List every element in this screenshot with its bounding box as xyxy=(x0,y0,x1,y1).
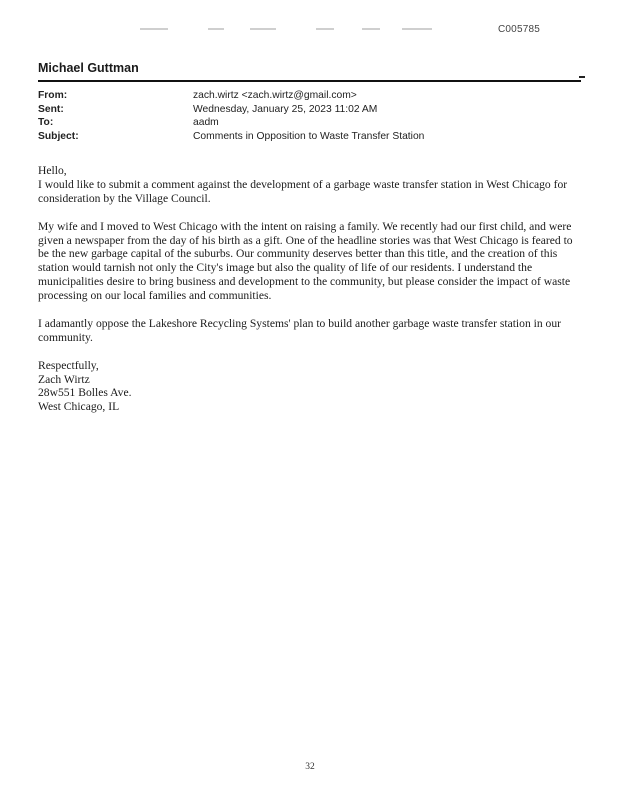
scan-mark xyxy=(579,76,585,78)
spacer xyxy=(38,303,578,317)
subject-label: Subject: xyxy=(38,130,79,142)
header-from xyxy=(38,89,578,103)
closing: Respectfully, xyxy=(38,358,99,372)
paragraph-1: I would like to submit a comment against the development of a garbage waste transfer station in West Chicago for consideration by the Village Council. xyxy=(38,177,568,205)
to-value: aadm xyxy=(193,117,219,128)
address-line-1: 28w551 Bolles Ave. xyxy=(38,386,132,400)
header-subject xyxy=(38,130,578,144)
paragraph-2: My wife and I moved to West Chicago with the intent on raising a family. We recently had our first child, and were given a newspaper from the day of his birth as a gift. One of the headline stories was that West Chicago is feared to be the new garbage capital of the suburbs. Our community deserves better than this title, and the creation of this station would tarnish not only the City's image but also the quality of life of our residents. I understand the municipalities desire to bring business and development to the community, but please consider the impact of waste processing on our local families and communities. xyxy=(38,219,573,303)
sent-label: Sent: xyxy=(38,103,64,115)
paragraph-3: I adamantly oppose the Lakeshore Recycling Systems' plan to build another garbage waste transfer station in our community. xyxy=(38,316,562,344)
greeting: Hello, xyxy=(38,164,67,177)
sent-value: Wednesday, January 25, 2023 11:02 AM xyxy=(193,103,378,115)
spacer xyxy=(38,206,578,220)
mailbox-owner-name: Michael Guttman xyxy=(38,61,139,75)
from-label: From: xyxy=(38,90,68,101)
to-label: To: xyxy=(38,117,54,128)
email-headers xyxy=(38,89,578,143)
from-value: zach.wirtz <zach.wirtz@gmail.com> xyxy=(193,90,357,101)
bates-number: C005785 xyxy=(498,24,540,35)
header-divider xyxy=(38,80,581,82)
email-body xyxy=(38,164,578,414)
subject-value: Comments in Opposition to Waste Transfer Station xyxy=(193,130,425,142)
spacer xyxy=(38,345,578,359)
page-number: 32 xyxy=(305,762,315,772)
header-sent xyxy=(38,103,578,117)
signer-name: Zach Wirtz xyxy=(38,372,90,386)
header-to xyxy=(38,116,578,130)
address-line-2: West Chicago, IL xyxy=(38,400,120,414)
faint-header-marks xyxy=(140,28,440,32)
